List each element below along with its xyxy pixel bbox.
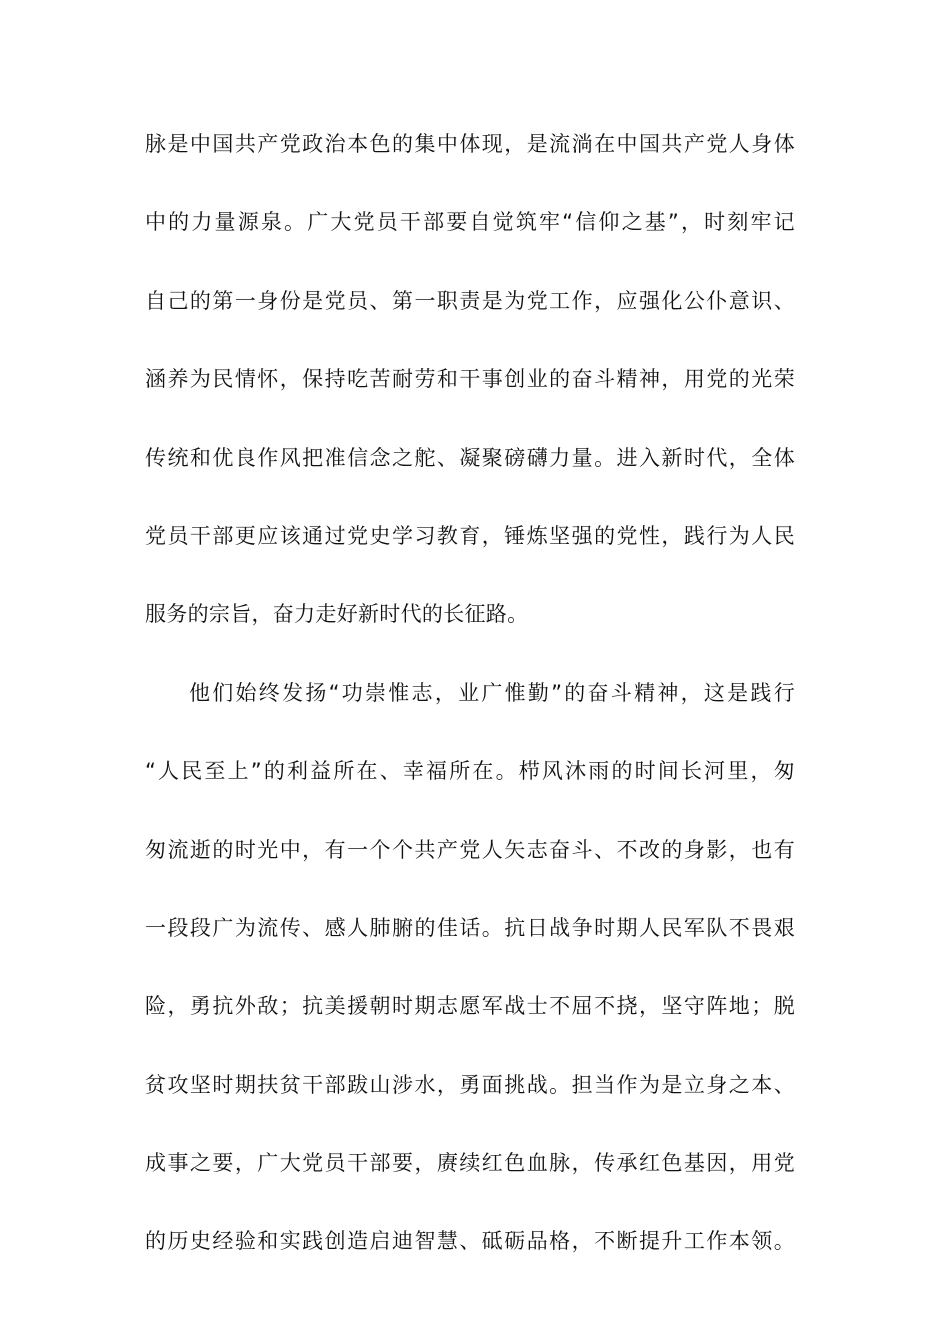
paragraph-line: 党员干部更应该通过党史学习教育，锤炼坚强的党性，践行为人民	[145, 523, 795, 548]
paragraph-line: 传统和优良作风把准信念之舵、凝聚磅礴力量。进入新时代，全体	[145, 445, 795, 470]
paragraph-line: 自己的第一身份是党员、第一职责是为党工作，应强化公仆意识、	[145, 288, 795, 313]
paragraph-1	[145, 124, 795, 673]
paragraph-line: 险，勇抗外敌；抗美援朝时期志愿军战士不屈不挠，坚守阵地；脱	[145, 994, 795, 1019]
paragraph-line: 匆流逝的时光中，有一个个共产党人矢志奋斗、不改的身影，也有	[145, 837, 795, 862]
paragraph-line: 的历史经验和实践创造启迪智慧、砥砺品格，不断提升工作本领。	[145, 1229, 795, 1254]
paragraph-line: 一段段广为流传、感人肺腑的佳话。抗日战争时期人民军队不畏艰	[145, 915, 795, 940]
paragraph-line: 他们始终发扬“功崇惟志，业广惟勤”的奋斗精神，这是践行	[189, 680, 795, 705]
paragraph-line: 成事之要，广大党员干部要，赓续红色血脉，传承红色基因，用党	[145, 1151, 795, 1176]
document-body	[145, 124, 795, 1300]
paragraph-line: 贫攻坚时期扶贫干部跋山涉水，勇面挑战。担当作为是立身之本、	[145, 1072, 795, 1097]
paragraph-line: 涵养为民情怀，保持吃苦耐劳和干事创业的奋斗精神，用党的光荣	[145, 367, 795, 392]
paragraph-2	[145, 673, 795, 1300]
paragraph-line: “人民至上”的利益所在、幸福所在。栉风沐雨的时间长河里，匆	[145, 759, 795, 784]
paragraph-line: 脉是中国共产党政治本色的集中体现，是流淌在中国共产党人身体	[145, 132, 795, 156]
paragraph-line: 服务的宗旨，奋力走好新时代的长征路。	[145, 602, 529, 627]
paragraph-line: 中的力量源泉。广大党员干部要自觉筑牢“信仰之基”，时刻牢记	[145, 210, 795, 235]
